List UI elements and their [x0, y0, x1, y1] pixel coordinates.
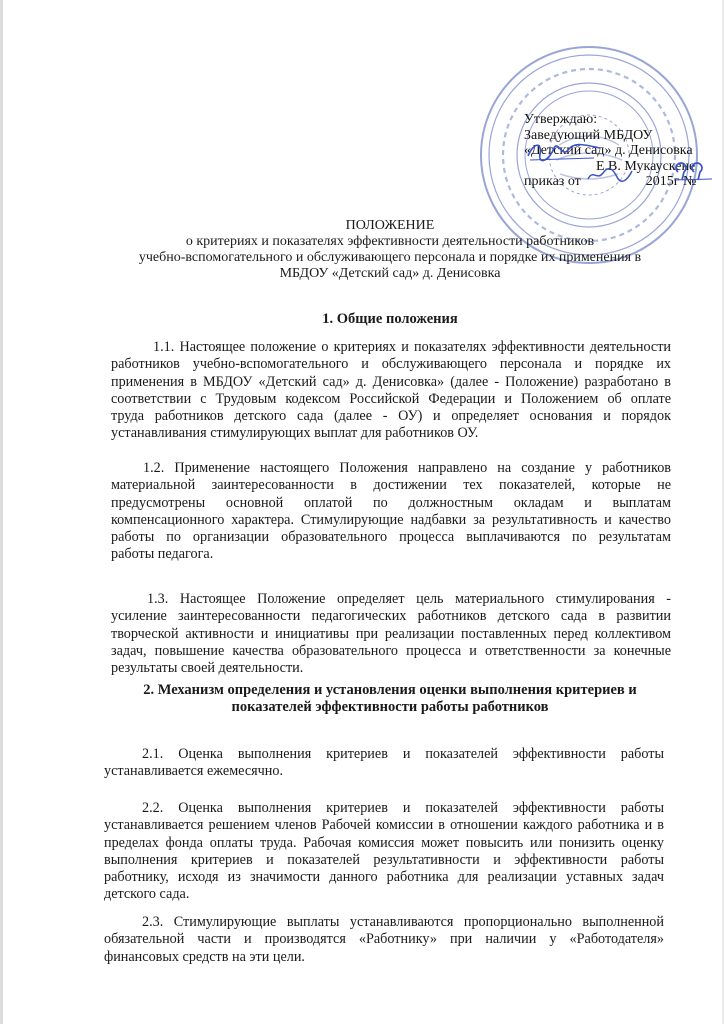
paragraph-2-3: [104, 914, 664, 966]
approval-line-2: Заведующий МБДОУ: [524, 127, 653, 143]
title-line-2: о критериях и показателях эффективности деятельности работников: [185, 234, 595, 249]
paragraph-line: пределах фонда оплаты труда. Рабочая комиссия может повысить или понизить оценку: [104, 834, 664, 851]
handwritten-date-icon: [585, 165, 635, 185]
paragraph-line: материальной заинтересованности в достижении тех показателей, которые не: [111, 477, 671, 494]
title-line-1: ПОЛОЖЕНИЕ: [345, 218, 435, 233]
approval-line-4: Е.В. Мукаускене: [596, 158, 696, 174]
paragraph-line: работников учебно-вспомогательного и обслуживающего персонала и порядке их: [111, 356, 671, 373]
paragraph-line: компенсационного характера. Стимулирующие надбавки за результативность и качество: [111, 511, 671, 528]
paragraph-2-2: [104, 800, 664, 904]
section-2-heading-line-2: показателей эффективности работы работников: [231, 699, 549, 715]
paragraph-line: 2.2. Оценка выполнения критериев и показателей эффективности работы: [142, 800, 664, 816]
paragraph-line: выполнения критериев и показателей результативности и эффективности работы: [104, 851, 664, 868]
paragraph-1-1: [111, 339, 671, 443]
paragraph-1-3: [111, 591, 671, 677]
handwritten-number-icon: [672, 162, 714, 182]
paragraph-1-2: [111, 460, 671, 564]
paragraph-line: задач, повышение качества образовательного процесса и ответственности за конечные: [111, 642, 671, 659]
paragraph-line: творческой активности и инициативы при реализации поставленных перед коллективом: [111, 625, 671, 642]
title-line-3: учебно-вспомогательного и обслуживающего персонала и порядке их применения в: [138, 250, 642, 265]
section-1-heading: 1. Общие положения: [322, 311, 458, 327]
approval-line-1: Утверждаю:: [524, 112, 598, 127]
paragraph-line: результаты своей деятельности.: [111, 660, 304, 677]
paragraph-2-1: [104, 746, 664, 781]
paragraph-line: 1.2. Применение настоящего Положения направлено на создание у работников: [143, 460, 671, 476]
paragraph-line: соответствии с Трудовым кодексом Российской Федерации и Положением об оплате: [111, 390, 671, 407]
paragraph-line: работнику, исходя из значимости данного работника для реализации уставных задач: [104, 869, 664, 886]
paragraph-line: работы педагога.: [111, 546, 214, 563]
title-line-4: МБДОУ «Детский сад» д. Денисовка: [279, 266, 501, 281]
paragraph-line: устанавливается ежемесячно.: [104, 763, 284, 780]
paragraph-line: устанавливания стимулирующих выплат для работников ОУ.: [111, 425, 479, 442]
signature-icon: [524, 138, 604, 164]
paragraph-line: финансовых средств на эти цели.: [104, 948, 305, 965]
paragraph-line: 2.3. Стимулирующие выплаты устанавливаются пропорционально выполненной: [142, 914, 664, 930]
paragraph-line: устанавливается решением членов Рабочей комиссии в отношении каждого работника и в: [104, 817, 664, 834]
paragraph-line: 1.3. Настоящее Положение определяет цель материального стимулирования -: [147, 591, 671, 607]
paragraph-line: предусмотрены основной оплатой по должностным окладам и выплатам: [111, 494, 671, 511]
paragraph-line: 2.1. Оценка выполнения критериев и показателей эффективности работы: [142, 746, 664, 762]
approval-line-3: «Детский сад» д. Денисовка: [524, 143, 693, 158]
scan-edge-left: [0, 0, 3, 1024]
order-year: 2015г №: [645, 174, 697, 189]
paragraph-line: 1.1. Настоящее положение о критериях и показателях эффективности деятельности: [153, 339, 671, 355]
paragraph-line: детского сада.: [104, 886, 190, 903]
section-2-heading-line-1: 2. Механизм определения и установления оценки выполнения критериев и: [143, 682, 637, 698]
paragraph-line: усиление заинтересованности педагогических работников детского сада в развитии: [111, 608, 671, 625]
document-title: [110, 218, 670, 282]
paragraph-line: обязательной части и производятся «Работнику» при наличии у «Работодателя»: [104, 931, 664, 948]
paragraph-line: труда работников детского сада (далее - ОУ) и определяет основания и порядок: [111, 408, 671, 425]
paragraph-line: работы по организации образовательного процесса выплачиваются по результатам: [111, 529, 671, 546]
section-2-heading: [110, 682, 670, 716]
paragraph-line: применения в МБДОУ «Детский сад» д. Денисовка» (далее - Положение) разработано в: [111, 373, 671, 390]
order-prefix: приказ от: [524, 174, 581, 189]
